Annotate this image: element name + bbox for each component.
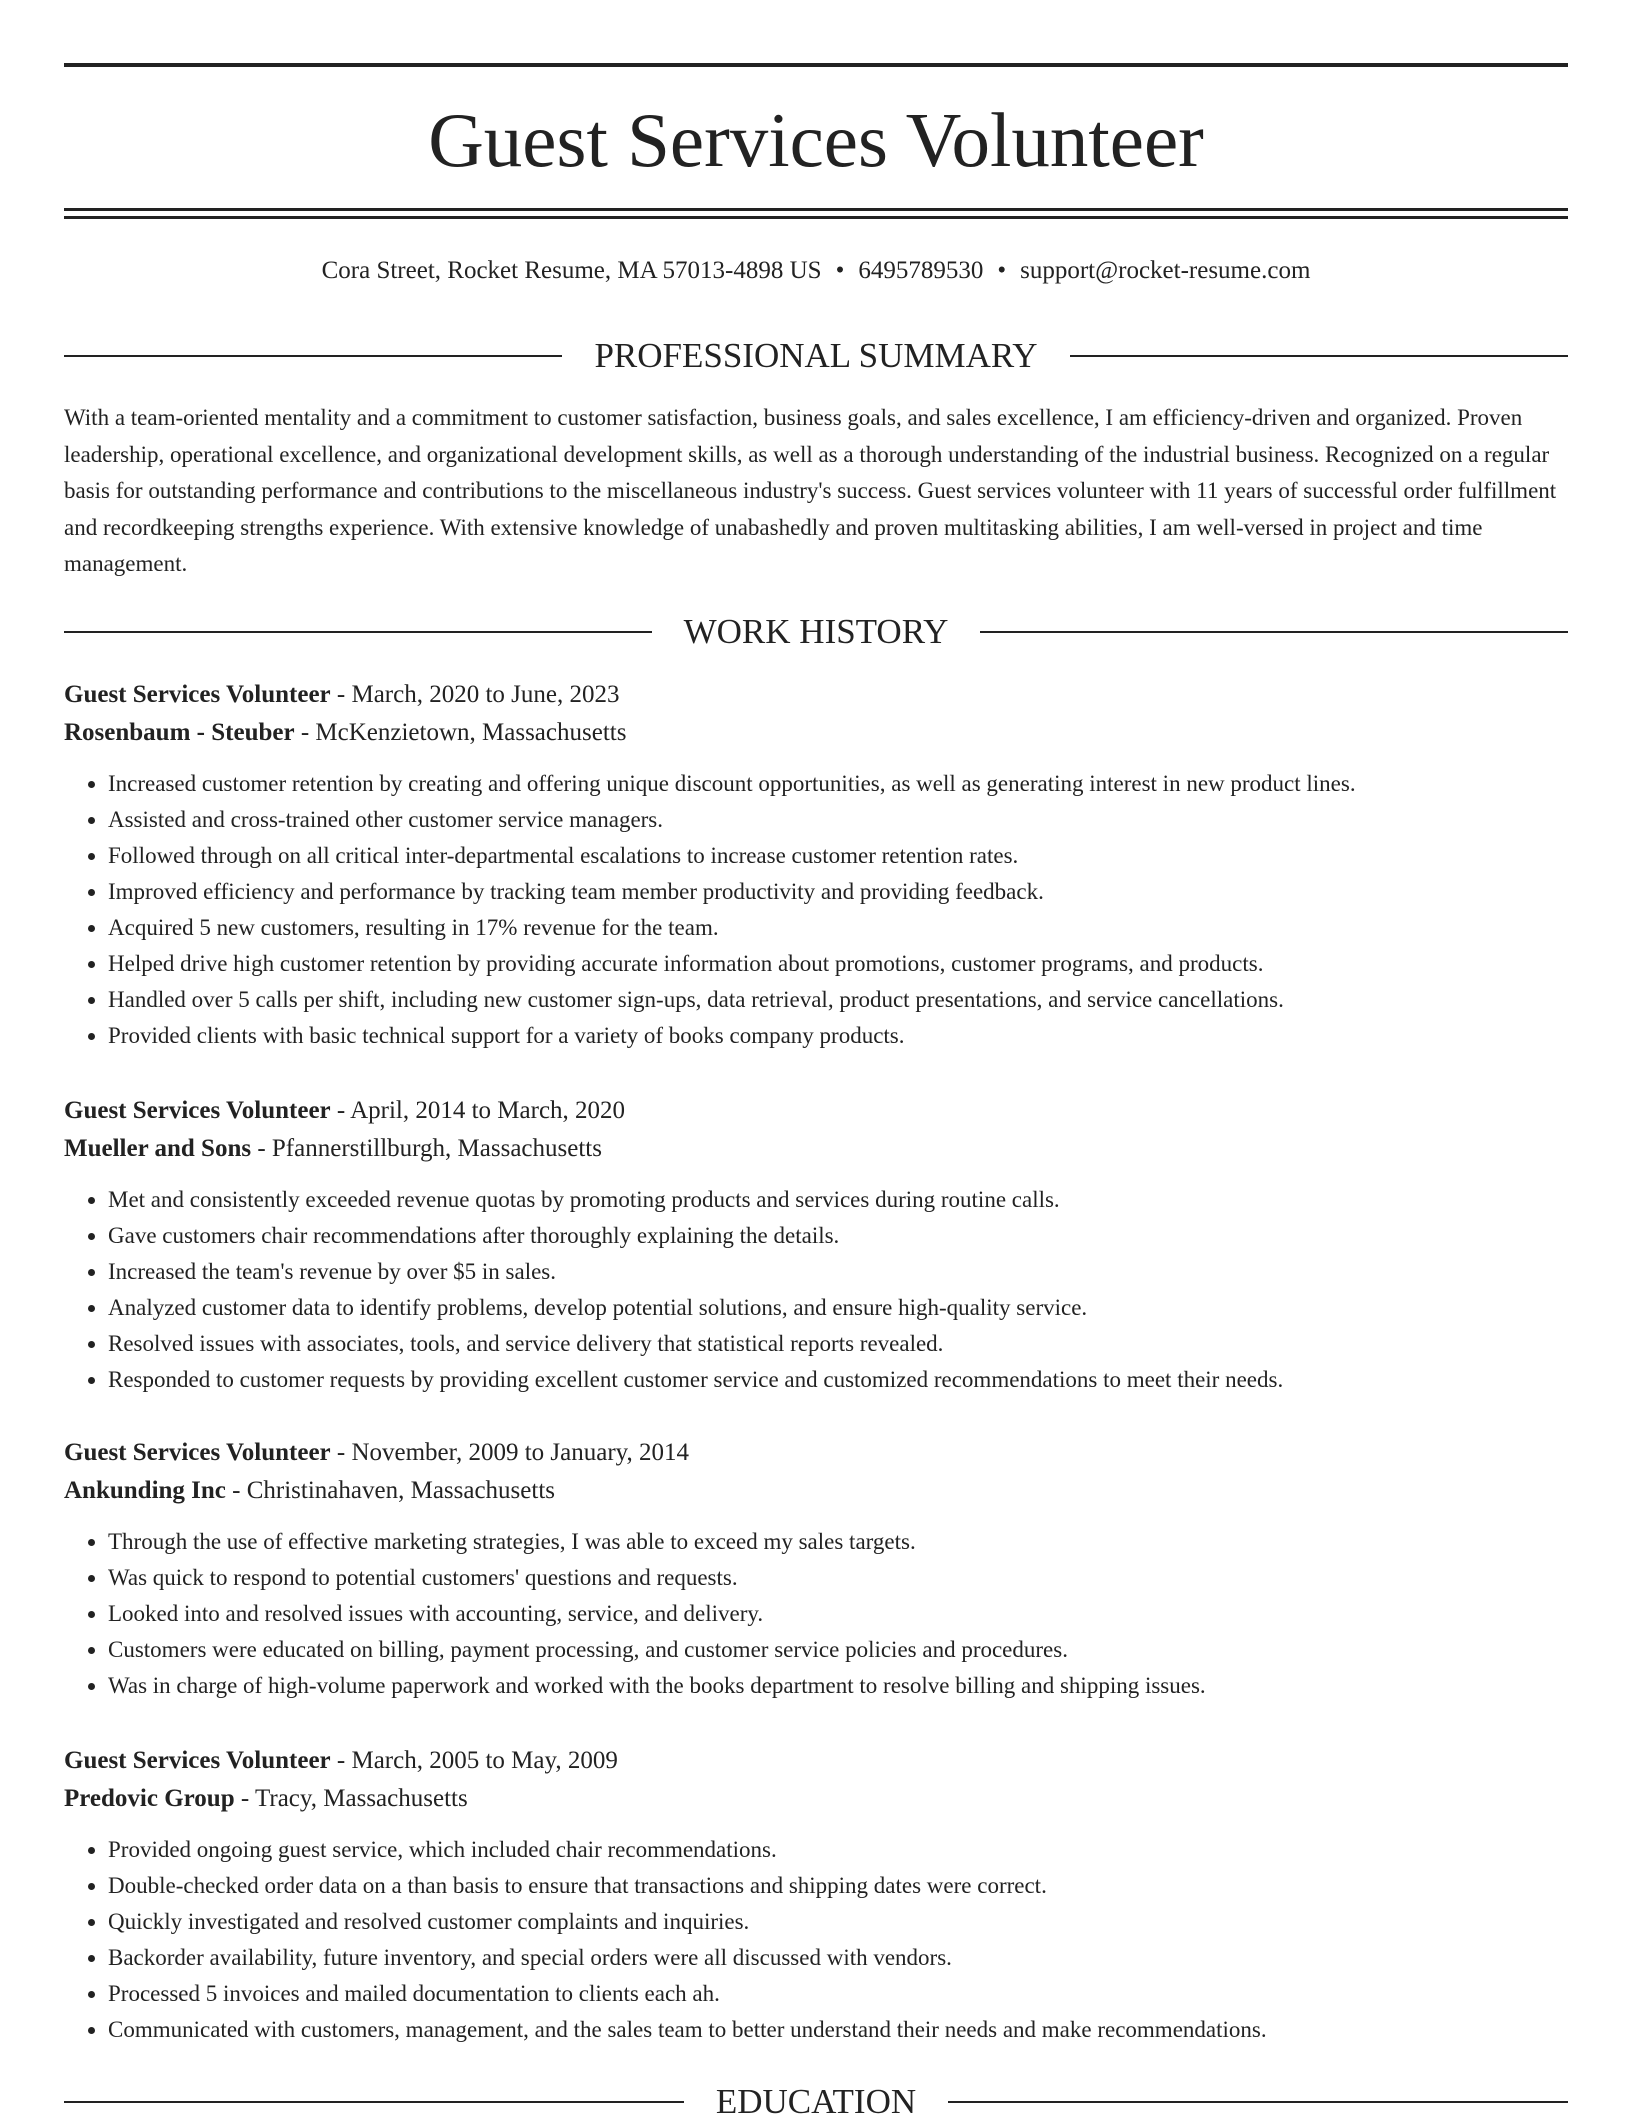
job-location: - Pfannerstillburgh, Massachusetts: [251, 1135, 602, 1162]
job-bullet: • Handled over 5 calls per shift, including new customer sign-ups, data retrieval, product presentations, and service cancellations.: [108, 982, 1568, 1018]
job-company-line: [64, 1472, 1568, 1510]
job-company: Mueller and Sons: [64, 1135, 252, 1162]
job-title-line: [64, 1742, 1568, 1780]
job-company-line: [64, 1130, 1568, 1168]
section-title-summary: PROFESSIONAL SUMMARY: [594, 336, 1038, 375]
job-bullet: • Analyzed customer data to identify problems, develop potential solutions, and ensure high-quality service.: [108, 1290, 1568, 1326]
section-rule-right: [980, 631, 1568, 633]
job-bullet: • Double-checked order data on a than basis to ensure that transactions and shipping dates were correct.: [108, 1868, 1568, 1904]
job-bullet: • Looked into and resolved issues with accounting, service, and delivery.: [108, 1596, 1568, 1632]
job-bullet: • Quickly investigated and resolved customer complaints and inquiries.: [108, 1904, 1568, 1940]
job-bullet: • Was quick to respond to potential customers' questions and requests.: [108, 1560, 1568, 1596]
top-rule: [64, 63, 1568, 67]
section-title-education: EDUCATION: [715, 2082, 917, 2121]
job-role: Guest Services Volunteer: [64, 1439, 331, 1466]
job-bullet: • Processed 5 invoices and mailed documentation to clients each ah.: [108, 1976, 1568, 2012]
job-bullet: • Responded to customer requests by providing excellent customer service and customized recommendations to meet their needs.: [108, 1362, 1568, 1398]
job-bullets: [64, 1182, 1568, 1398]
job-role: Guest Services Volunteer: [64, 1097, 331, 1124]
title-rule-upper: [64, 208, 1568, 211]
contact-line: [64, 254, 1568, 288]
job-bullet: • Provided clients with basic technical support for a variety of books company products.: [108, 1018, 1568, 1054]
job-dates: - March, 2020 to June, 2023: [330, 681, 620, 708]
job-bullets: [64, 1524, 1568, 1704]
job-bullet: • Was in charge of high-volume paperwork and worked with the books department to resolve billing and shipping issues.: [108, 1668, 1568, 1704]
section-header-work: [64, 610, 1568, 654]
contact-separator: •: [835, 257, 845, 284]
job-bullet: • Through the use of effective marketing strategies, I was able to exceed my sales targets.: [108, 1524, 1568, 1560]
job-entry: [64, 676, 1568, 1054]
job-role: Guest Services Volunteer: [64, 1747, 331, 1774]
section-rule-left: [64, 2101, 684, 2103]
section-title-work: WORK HISTORY: [683, 612, 949, 651]
job-role: Guest Services Volunteer: [64, 681, 331, 708]
section-rule-right: [1070, 355, 1568, 357]
job-bullets: [64, 766, 1568, 1054]
summary-text: With a team-oriented mentality and a commitment to customer satisfaction, business goals, and sales excellence, I am efficiency-driven and organized. Proven leadership, operational excellence, and organizational development skills, as well as a thorough understanding of the industrial business. Recognized on a regular basis for outstanding performance and contributions to the miscellaneous industry's success. Guest services volunteer with 11 years of successful order fulfillment and recordkeeping strengths experience. With extensive knowledge of unabashedly and proven multitasking abilities, I am well-versed in project and time management.: [64, 405, 1557, 576]
job-entry: [64, 1742, 1568, 2048]
section-header-summary: [64, 334, 1568, 378]
job-dates: - November, 2009 to January, 2014: [330, 1439, 690, 1466]
contact-separator: •: [997, 257, 1007, 284]
job-bullet: • Followed through on all critical inter-departmental escalations to increase customer retention rates.: [108, 838, 1568, 874]
job-title-line: [64, 1434, 1568, 1472]
job-bullet: • Increased customer retention by creating and offering unique discount opportunities, as well as generating interest in new product lines.: [108, 766, 1568, 802]
job-dates: - March, 2005 to May, 2009: [330, 1747, 618, 1774]
job-title-line: [64, 676, 1568, 714]
job-entry: [64, 1092, 1568, 1398]
resume-page: [64, 0, 1568, 2121]
job-bullet: • Acquired 5 new customers, resulting in 17% revenue for the team.: [108, 910, 1568, 946]
resume-title: Guest Services Volunteer: [428, 97, 1204, 183]
job-company-line: [64, 714, 1568, 752]
job-bullet: • Gave customers chair recommendations after thoroughly explaining the details.: [108, 1218, 1568, 1254]
job-dates: - April, 2014 to March, 2020: [330, 1097, 626, 1124]
job-company: Rosenbaum - Steuber: [64, 719, 295, 746]
job-title-line: [64, 1092, 1568, 1130]
job-bullet: • Resolved issues with associates, tools, and service delivery that statistical reports revealed.: [108, 1326, 1568, 1362]
job-location: - Tracy, Massachusetts: [234, 1785, 468, 1812]
job-bullets: [64, 1832, 1568, 2048]
contact-address: Cora Street, Rocket Resume, MA 57013-4898 US: [321, 257, 822, 284]
job-company-line: [64, 1780, 1568, 1818]
section-rule-left: [64, 631, 652, 633]
job-bullet: • Provided ongoing guest service, which included chair recommendations.: [108, 1832, 1568, 1868]
job-bullet: • Met and consistently exceeded revenue quotas by promoting products and services during routine calls.: [108, 1182, 1568, 1218]
job-bullet: • Improved efficiency and performance by tracking team member productivity and providing feedback.: [108, 874, 1568, 910]
section-rule-left: [64, 355, 562, 357]
job-company: Predovic Group: [64, 1785, 235, 1812]
contact-email: support@rocket-resume.com: [1020, 257, 1311, 284]
job-entry: [64, 1434, 1568, 1704]
job-bullet: • Customers were educated on billing, payment processing, and customer service policies and procedures.: [108, 1632, 1568, 1668]
job-location: - McKenzietown, Massachusetts: [294, 719, 627, 746]
job-company: Ankunding Inc: [64, 1477, 226, 1504]
job-bullet: • Communicated with customers, management, and the sales team to better understand their needs and make recommendations.: [108, 2012, 1568, 2048]
title-rule-lower: [64, 216, 1568, 219]
job-bullet: • Assisted and cross-trained other customer service managers.: [108, 802, 1568, 838]
job-bullet: • Increased the team's revenue by over $5 in sales.: [108, 1254, 1568, 1290]
section-rule-right: [948, 2101, 1568, 2103]
job-bullet: • Backorder availability, future inventory, and special orders were all discussed with vendors.: [108, 1940, 1568, 1976]
job-bullet: • Helped drive high customer retention by providing accurate information about promotions, customer programs, and products.: [108, 946, 1568, 982]
job-location: - Christinahaven, Massachusetts: [225, 1477, 556, 1504]
section-header-education: [64, 2080, 1568, 2124]
contact-phone: 6495789530: [858, 257, 984, 284]
